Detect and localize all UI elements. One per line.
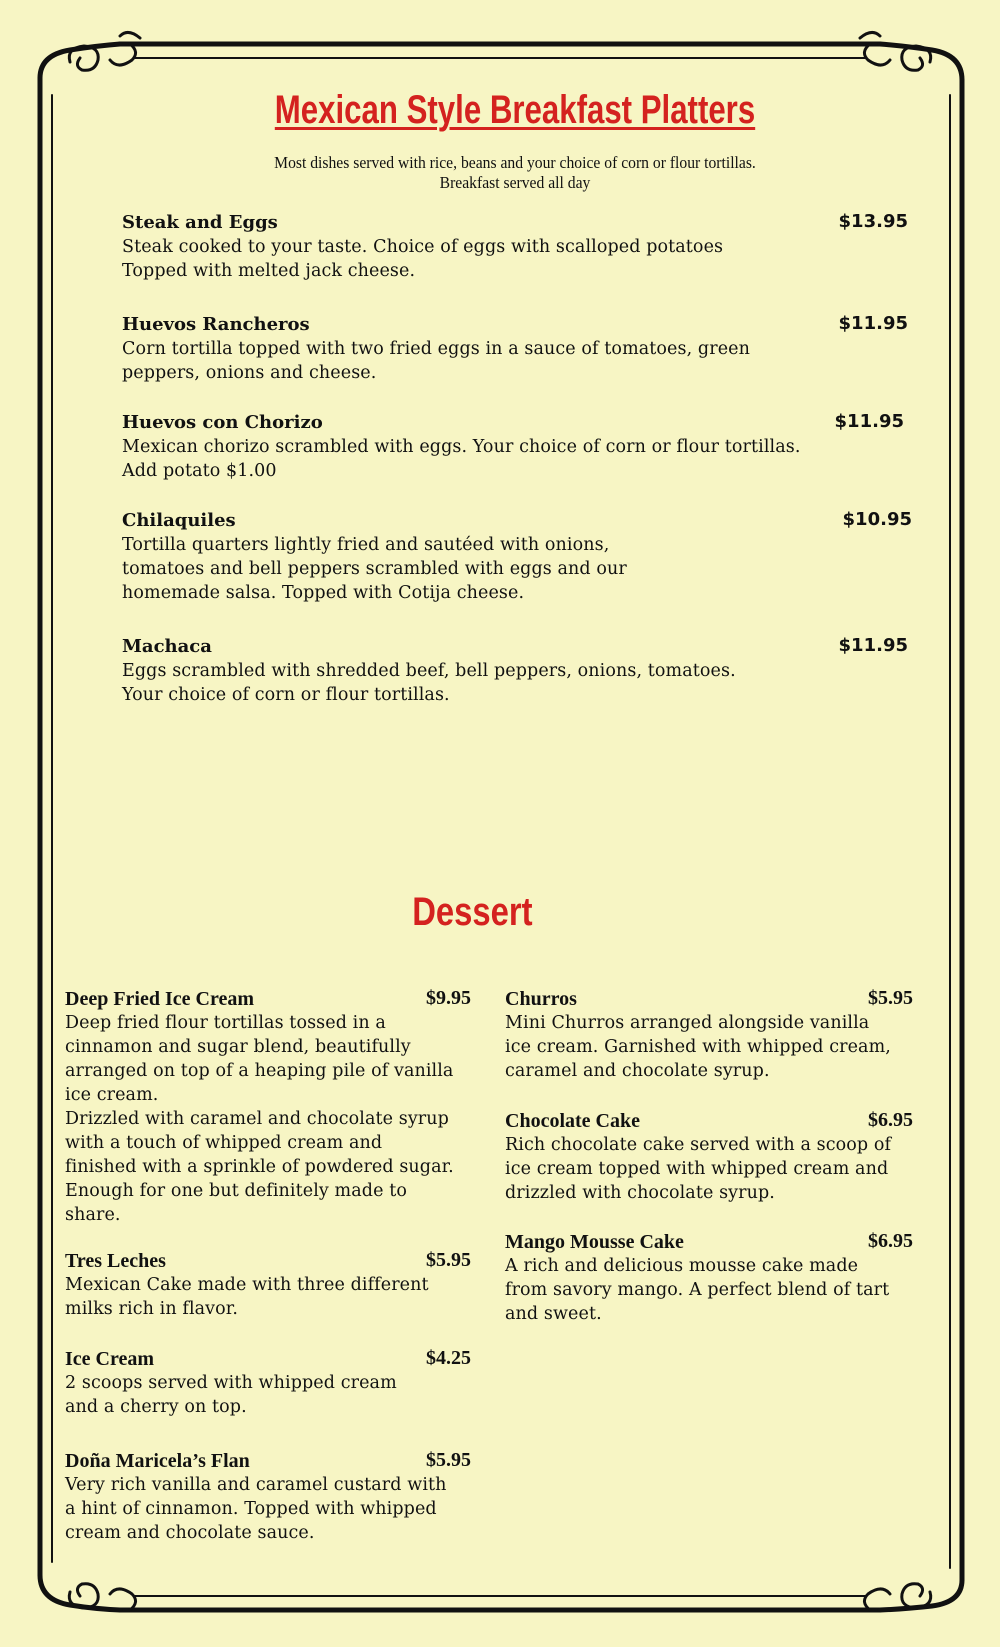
item-price: $11.95: [838, 635, 908, 656]
item-desc-line: Topped with melted jack cheese.: [122, 261, 416, 281]
item-name: Machaca: [122, 636, 212, 657]
item-desc-line: and sweet.: [505, 1304, 602, 1324]
item-desc-line: ice cream topped with whipped cream and: [505, 1159, 889, 1179]
item-name: Mango Mousse Cake: [505, 1231, 684, 1253]
item-desc-line: Deep fried flour tortillas tossed in a: [65, 1013, 386, 1033]
item-desc-line: Enough for one but definitely made to: [65, 1181, 407, 1201]
item-desc-line: Drizzled with caramel and chocolate syrup: [65, 1109, 449, 1129]
dessert-item-tres-leches: [65, 1249, 471, 1321]
item-name: Huevos con Chorizo: [122, 412, 323, 433]
item-desc-line: peppers, onions and cheese.: [122, 363, 377, 383]
item-desc-line: caramel and chocolate syrup.: [505, 1061, 770, 1081]
menu-item-steak-and-eggs: [122, 211, 908, 283]
subtitle-line-2: Breakfast served all day: [439, 173, 591, 192]
item-desc-line: Eggs scrambled with shredded beef, bell peppers, onions, tomatoes.: [122, 661, 736, 681]
item-name: Chocolate Cake: [505, 1110, 640, 1132]
item-desc-line: ice cream. Garnished with whipped cream,: [505, 1037, 891, 1057]
item-desc-line: Add potato $1.00: [122, 461, 277, 481]
menu-item-huevos-con-chorizo: [122, 411, 908, 483]
item-desc-line: arranged on top of a heaping pile of vanilla: [65, 1061, 454, 1081]
item-price: $5.95: [426, 1249, 471, 1271]
item-price: $5.95: [426, 1449, 471, 1471]
item-desc-line: Rich chocolate cake served with a scoop of: [505, 1135, 892, 1155]
item-price: $5.95: [868, 987, 913, 1009]
item-price: $11.95: [838, 313, 908, 334]
item-desc-line: Tortilla quarters lightly fried and sautéed with onions,: [122, 535, 610, 555]
item-price: $6.95: [868, 1230, 913, 1252]
dessert-item-chocolate-cake: [505, 1109, 913, 1205]
dessert-item-flan: [65, 1449, 471, 1545]
item-desc-line: Mexican chorizo scrambled with eggs. Your choice of corn or flour tortillas.: [122, 437, 801, 457]
item-desc-line: share.: [65, 1205, 121, 1225]
item-desc-line: from savory mango. A perfect blend of tart: [505, 1280, 890, 1300]
dessert-item-mango-mousse-cake: [505, 1230, 913, 1326]
item-desc-line: cinnamon and sugar blend, beautifully: [65, 1037, 411, 1057]
item-desc-line: Your choice of corn or flour tortillas.: [122, 685, 450, 705]
item-price: $13.95: [838, 211, 908, 232]
breakfast-subtitle: [0, 153, 1000, 193]
item-name: Tres Leches: [65, 1250, 166, 1272]
item-desc-line: Steak cooked to your taste. Choice of eggs with scalloped potatoes: [122, 237, 724, 257]
menu-item-huevos-rancheros: [122, 313, 908, 385]
item-desc-line: Mexican Cake made with three different: [65, 1275, 429, 1295]
subtitle-line-1: Most dishes served with rice, beans and your choice of corn or flour tortillas.: [274, 153, 756, 172]
item-desc-line: with a touch of whipped cream and: [65, 1133, 383, 1153]
item-desc-line: a hint of cinnamon. Topped with whipped: [65, 1499, 437, 1519]
breakfast-title: Mexican Style Breakfast Platters: [274, 88, 756, 132]
item-price: $10.95: [842, 509, 912, 530]
item-desc-line: finished with a sprinkle of powdered sugar.: [65, 1157, 454, 1177]
item-price: $11.95: [834, 411, 904, 432]
item-desc-line: and a cherry on top.: [65, 1397, 247, 1417]
item-desc-line: ice cream.: [65, 1085, 159, 1105]
dessert-item-churros: [505, 987, 913, 1083]
item-name: Doña Maricela’s Flan: [65, 1450, 250, 1472]
menu-item-machaca: [122, 635, 908, 707]
menu-item-chilaquiles: [122, 509, 912, 605]
item-price: $4.25: [426, 1347, 471, 1369]
item-desc-line: 2 scoops served with whipped cream: [65, 1373, 397, 1393]
item-price: $6.95: [868, 1109, 913, 1131]
item-desc-line: milks rich in flavor.: [65, 1299, 238, 1319]
item-desc-line: Mini Churros arranged alongside vanilla: [505, 1013, 870, 1033]
item-desc-line: tomatoes and bell peppers scrambled with eggs and our: [122, 559, 627, 579]
item-name: Deep Fried Ice Cream: [65, 988, 255, 1010]
item-name: Ice Cream: [65, 1348, 155, 1370]
dessert-item-deep-fried-ice-cream: [65, 987, 471, 1227]
item-desc-line: Corn tortilla topped with two fried eggs in a sauce of tomatoes, green: [122, 339, 750, 359]
item-name: Huevos Rancheros: [122, 314, 310, 335]
item-desc-line: homemade salsa. Topped with Cotija cheese.: [122, 583, 525, 603]
dessert-item-ice-cream: [65, 1347, 471, 1419]
item-desc-line: drizzled with chocolate syrup.: [505, 1183, 775, 1203]
item-name: Churros: [505, 988, 577, 1010]
dessert-title: Dessert: [411, 890, 533, 934]
item-price: $9.95: [426, 987, 471, 1009]
item-desc-line: cream and chocolate sauce.: [65, 1523, 315, 1543]
item-name: Steak and Eggs: [122, 212, 278, 233]
item-desc-line: Very rich vanilla and caramel custard with: [65, 1475, 447, 1495]
item-name: Chilaquiles: [122, 510, 236, 531]
item-desc-line: A rich and delicious mousse cake made: [505, 1256, 859, 1276]
